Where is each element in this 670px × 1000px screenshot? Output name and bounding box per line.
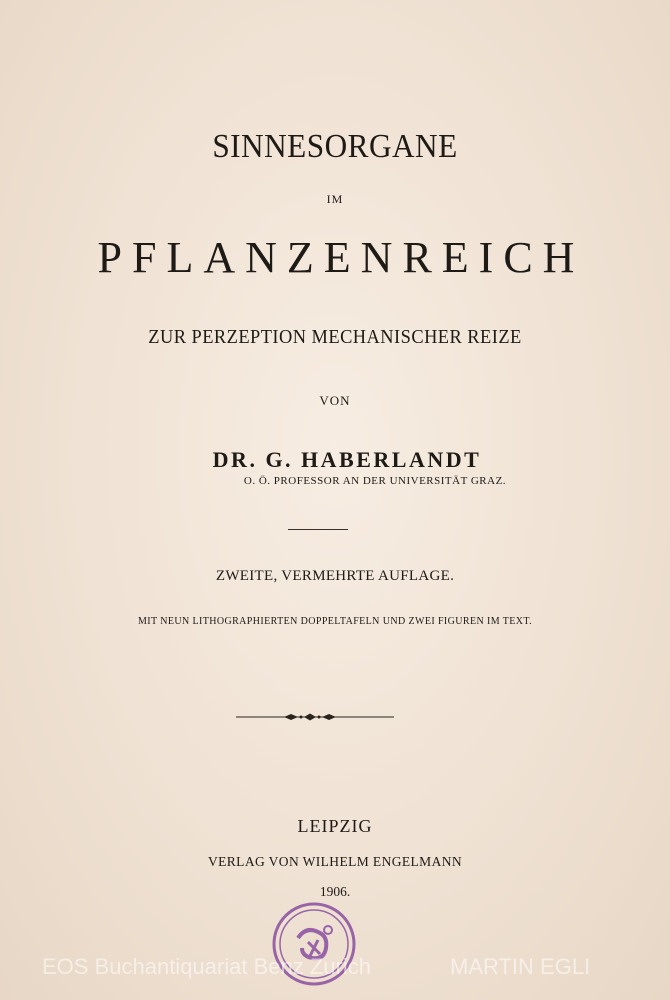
publication-place: LEIPZIG — [297, 816, 373, 836]
ornament-rule-icon — [236, 710, 394, 724]
divider-rule — [288, 529, 348, 530]
title-line-2: PFLANZENREICH — [97, 233, 585, 282]
author-position: O. Ö. PROFESSOR AN DER UNIVERSITÄT GRAZ. — [243, 475, 507, 487]
subtitle: ZUR PERZEPTION MECHANISCHER REIZE — [148, 326, 522, 348]
publication-year: 1906. — [319, 884, 351, 899]
title-line-1: SINNESORGANE — [212, 128, 458, 165]
title-connector: IM — [326, 192, 344, 206]
watermark-left: EOS Buchantiquariat Benz Zurich — [42, 954, 371, 979]
author-name: DR. G. HABERLANDT — [212, 447, 482, 472]
by-line: VON — [319, 393, 351, 408]
illustrations-statement: MIT NEUN LITHOGRAPHIERTEN DOPPELTAFELN UND ZWEI FIGUREN IM TEXT. — [137, 616, 533, 627]
edition-statement: ZWEITE, VERMEHRTE AUFLAGE. — [215, 568, 455, 584]
watermark-right: MARTIN EGLI — [450, 954, 591, 979]
publisher: VERLAG VON WILHELM ENGELMANN — [207, 854, 463, 869]
